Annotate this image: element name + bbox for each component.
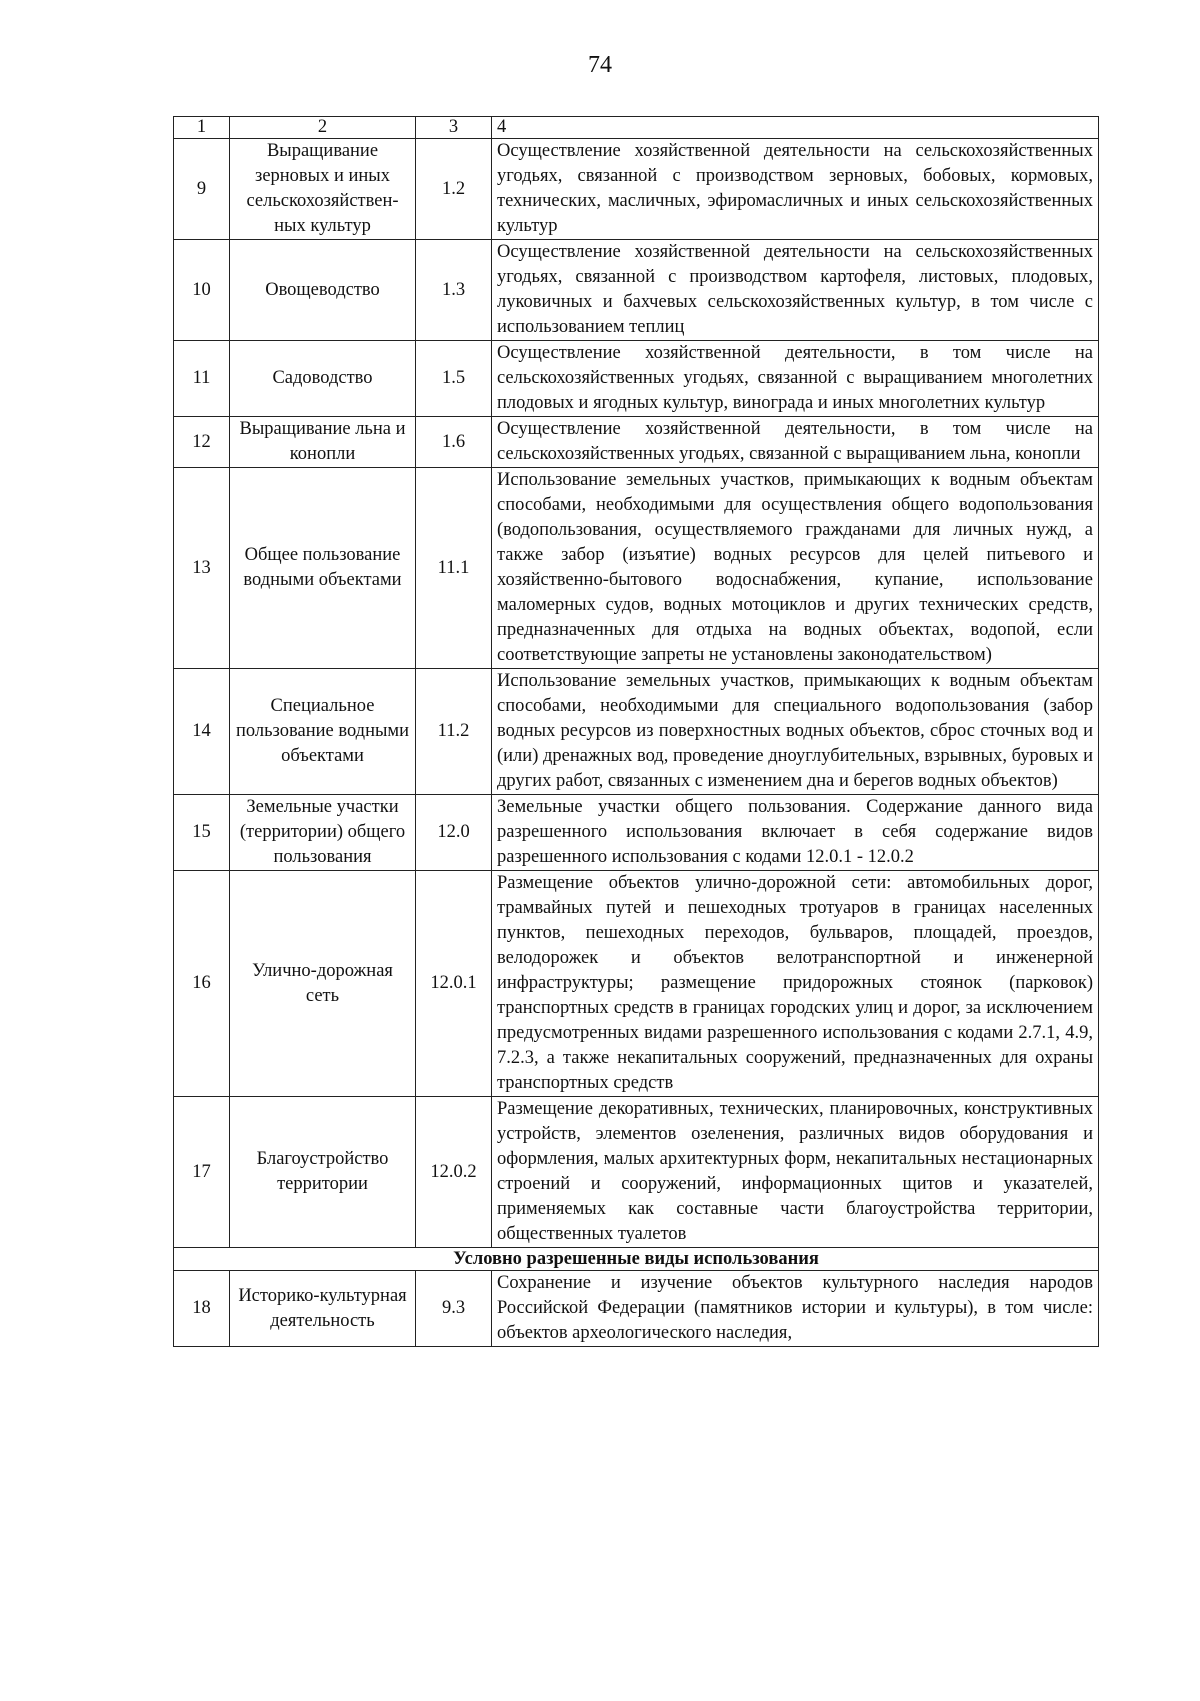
land-use-name: Общее пользование водными объектами	[230, 468, 416, 669]
header-col-1: 1	[174, 117, 230, 139]
row-number: 17	[174, 1097, 230, 1248]
land-use-description: Сохранение и изучение объектов культурного наследия народов Российской Федерации (памятников истории и культуры), в том числе: объектов археологического наследия,	[492, 1271, 1099, 1347]
table-row	[174, 795, 1099, 871]
land-use-description: Осуществление хозяйственной деятельности, в том числе на сельскохозяйственных угодьях, связанной с выращиванием льна, конопли	[492, 417, 1099, 468]
table-row	[174, 1271, 1099, 1347]
land-use-description: Осуществление хозяйственной деятельности на сельскохозяйственных угодьях, связанной с производством картофеля, листовых, плодовых, луковичных и бахчевых сельскохозяйственных культур, в том числе с использованием теплиц	[492, 240, 1099, 341]
land-use-code: 12.0	[416, 795, 492, 871]
land-use-code: 12.0.1	[416, 871, 492, 1097]
section-title: Условно разрешенные виды использования	[174, 1248, 1099, 1271]
land-use-description: Размещение декоративных, технических, планировочных, конструктивных устройств, элементов озеленения, различных видов оборудования и оформления, малых архитектурных форм, некапитальных нестационарных строений и сооружений, информационных щитов и указателей, применяемых как составные части благоустройства территории, общественных туалетов	[492, 1097, 1099, 1248]
land-use-code: 11.2	[416, 669, 492, 795]
row-number: 9	[174, 139, 230, 240]
row-number: 18	[174, 1271, 230, 1347]
land-use-name: Земельные участки (территории) общего пользования	[230, 795, 416, 871]
land-use-code: 12.0.2	[416, 1097, 492, 1248]
row-number: 10	[174, 240, 230, 341]
header-col-4: 4	[492, 117, 1099, 139]
land-use-code: 1.3	[416, 240, 492, 341]
table-row	[174, 468, 1099, 669]
land-use-name: Историко-культурная деятельность	[230, 1271, 416, 1347]
table-row	[174, 417, 1099, 468]
land-use-description: Использование земельных участков, примыкающих к водным объектам способами, необходимыми для осуществления общего водопользования (водопользования, осуществляемого гражданами для личных нужд, а также забор (изъятие) водных ресурсов для целей питьевого и хозяйственно-бытового водоснабжения, купание, использование маломерных судов, водных мотоциклов и других технических средств, предназначенных для отдыха на водных объектах, водопой, если соответствующие запреты не установлены законодательством)	[492, 468, 1099, 669]
land-use-code: 11.1	[416, 468, 492, 669]
land-use-name: Выращивание зерновых и иных сельскохозяйствен-ных культур	[230, 139, 416, 240]
land-use-code: 1.2	[416, 139, 492, 240]
row-number: 15	[174, 795, 230, 871]
land-use-description: Осуществление хозяйственной деятельности, в том числе на сельскохозяйственных угодьях, связанной с выращиванием многолетних плодовых и ягодных культур, винограда и иных многолетних культур	[492, 341, 1099, 417]
land-use-description: Размещение объектов улично-дорожной сети: автомобильных дорог, трамвайных путей и пешеходных тротуаров в границах населенных пунктов, пешеходных переходов, бульваров, площадей, проездов, велодорожек и объектов велотранспортной и инженерной инфраструктуры; размещение придорожных стоянок (парковок) транспортных средств в границах городских улиц и дорог, за исключением предусмотренных видами разрешенного использования с кодами 2.7.1, 4.9, 7.2.3, а также некапитальных сооружений, предназначенных для охраны транспортных средств	[492, 871, 1099, 1097]
land-use-code: 1.5	[416, 341, 492, 417]
page-number: 74	[588, 52, 612, 78]
row-number: 13	[174, 468, 230, 669]
land-use-description: Земельные участки общего пользования. Содержание данного вида разрешенного использования включает в себя содержание видов разрешенного использования с кодами 12.0.1 - 12.0.2	[492, 795, 1099, 871]
header-col-3: 3	[416, 117, 492, 139]
land-use-description: Осуществление хозяйственной деятельности на сельскохозяйственных угодьях, связанной с производством зерновых, бобовых, кормовых, технических, масличных, эфиромасличных и иных сельскохозяйственных культур	[492, 139, 1099, 240]
table-header-row	[174, 117, 1099, 139]
table-row	[174, 139, 1099, 240]
land-use-name: Специальное пользование водными объектами	[230, 669, 416, 795]
land-use-name: Благоустройство территории	[230, 1097, 416, 1248]
land-use-name: Садоводство	[230, 341, 416, 417]
header-col-2: 2	[230, 117, 416, 139]
table-row	[174, 1097, 1099, 1248]
land-use-code: 9.3	[416, 1271, 492, 1347]
land-use-description: Использование земельных участков, примыкающих к водным объектам способами, необходимыми для специального водопользования (забор водных ресурсов из поверхностных водных объектов, сброс сточных вод и (или) дренажных вод, проведение дноуглубительных, взрывных, буровых и других работ, связанных с изменением дна и берегов водных объектов)	[492, 669, 1099, 795]
land-use-code: 1.6	[416, 417, 492, 468]
section-row	[174, 1248, 1099, 1271]
land-use-table	[173, 116, 1099, 1347]
table-row	[174, 240, 1099, 341]
land-use-name: Улично-дорожная сеть	[230, 871, 416, 1097]
table-row	[174, 341, 1099, 417]
land-use-name: Овощеводство	[230, 240, 416, 341]
row-number: 12	[174, 417, 230, 468]
row-number: 16	[174, 871, 230, 1097]
table-row	[174, 871, 1099, 1097]
row-number: 11	[174, 341, 230, 417]
land-use-name: Выращивание льна и конопли	[230, 417, 416, 468]
table-row	[174, 669, 1099, 795]
row-number: 14	[174, 669, 230, 795]
